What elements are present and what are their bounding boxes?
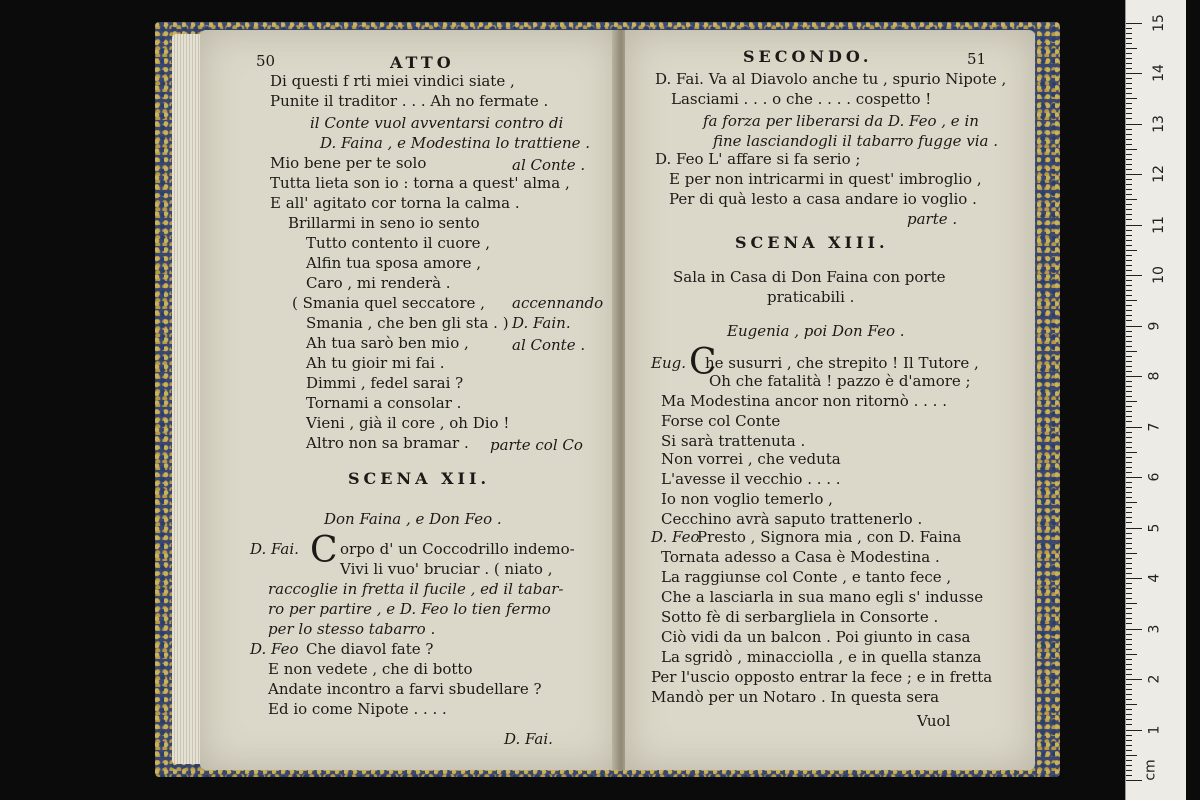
verse-line: D. Fai. Va al Diavolo anche tu , spurio Nipote , [655, 70, 1007, 88]
ruler-tick [1126, 93, 1132, 94]
ruler-number: 15 [1150, 13, 1167, 32]
ruler-tick [1126, 240, 1132, 241]
ruler-tick [1126, 38, 1132, 39]
ruler-number: 4 [1146, 573, 1163, 583]
ruler-number: 5 [1146, 523, 1163, 532]
stage-direction: parte col Co [490, 436, 583, 454]
ruler-tick [1126, 522, 1132, 523]
verse-line: fine lasciandogli il tabarro fugge via . [713, 132, 998, 150]
ruler-tick [1126, 644, 1132, 645]
ruler-tick [1126, 719, 1132, 720]
drop-cap: C [689, 342, 717, 383]
ruler-number: 10 [1150, 266, 1167, 284]
ruler-tick [1126, 447, 1132, 448]
ruler-tick [1126, 361, 1132, 362]
ruler-tick [1126, 472, 1132, 473]
ruler-tick [1126, 679, 1142, 680]
ruler-number: 14 [1150, 64, 1167, 82]
verse-line: E per non intricarmi in quest' imbroglio , [669, 170, 982, 188]
ruler-tick [1126, 58, 1132, 59]
ruler-tick [1126, 659, 1132, 660]
ruler-tick [1126, 250, 1137, 251]
dialogue-line: Ciò vidi da un balcon . Poi giunto in casa [661, 628, 971, 646]
dialogue-line: Ma Modestina ancor non ritornò . . . . [661, 392, 947, 410]
ruler-tick [1126, 618, 1132, 619]
ruler-tick [1126, 598, 1132, 599]
ruler-tick [1126, 305, 1132, 306]
ruler-tick [1126, 573, 1132, 574]
verse-line: D. Faina , e Modestina lo trattiene . [320, 134, 591, 152]
ruler-tick [1126, 23, 1142, 24]
ruler-number: 3 [1146, 624, 1163, 633]
dialogue-line: Tornata adesso a Casa è Modestina . [661, 548, 940, 566]
ruler-tick [1126, 457, 1132, 458]
ruler-tick [1126, 593, 1132, 594]
ruler-tick [1126, 53, 1132, 54]
ruler-tick [1126, 134, 1132, 135]
ruler-tick [1126, 260, 1132, 261]
left-page [200, 30, 618, 770]
ruler-tick [1126, 225, 1142, 226]
verse-line: parte . [907, 210, 958, 228]
dialogue-line: Mandò per un Notaro . In questa sera [651, 688, 940, 706]
dialogue-line: Che diavol fate ? [306, 640, 434, 658]
ruler-tick [1126, 63, 1132, 64]
dialogue-line: La sgridò , minacciolla , e in quella stanza [661, 648, 982, 666]
ruler-tick [1126, 386, 1132, 387]
ruler-tick [1126, 209, 1132, 210]
ruler-tick [1126, 98, 1137, 99]
ruler-tick [1126, 482, 1132, 483]
ruler-tick [1126, 154, 1132, 155]
ruler-tick [1126, 608, 1132, 609]
ruler-tick [1126, 235, 1132, 236]
ruler-tick [1126, 442, 1132, 443]
ruler-tick [1126, 613, 1132, 614]
ruler-tick [1126, 603, 1137, 604]
ruler-tick [1126, 669, 1132, 670]
ruler-tick [1126, 164, 1132, 165]
scene-characters: Don Faina , e Don Feo . [324, 510, 502, 528]
ruler-tick [1126, 760, 1132, 761]
ruler-tick [1126, 437, 1132, 438]
dialogue-line: Sotto fè di serbargliela in Consorte . [661, 608, 939, 626]
ruler-tick [1126, 553, 1137, 554]
ruler-tick [1126, 189, 1132, 190]
ruler-number: 8 [1146, 371, 1163, 381]
dialogue-line: per lo stesso tabarro . [268, 620, 436, 638]
ruler-tick [1126, 558, 1132, 559]
verse-line: Mio bene per te solo [270, 154, 427, 172]
catchword: Vuol [917, 712, 951, 730]
ruler-tick [1126, 684, 1132, 685]
verse-line: Alfin tua sposa amore , [306, 254, 481, 272]
speaker-label: D. Feo [250, 640, 299, 658]
ruler-tick [1126, 214, 1132, 215]
verse-line: Lasciami . . . o che . . . . cospetto ! [671, 90, 932, 108]
dialogue-line: raccoglie in fretta il fucile , ed il tabar- [268, 580, 564, 598]
ruler-tick [1126, 401, 1137, 402]
ruler-tick [1126, 411, 1132, 412]
ruler-tick [1126, 583, 1132, 584]
verse-line: Vieni , già il core , oh Dio ! [306, 414, 510, 432]
page-number: 51 [967, 50, 987, 68]
ruler-tick [1126, 543, 1132, 544]
verse-line: Tutta lieta son io : torna a quest' alma , [270, 174, 570, 192]
ruler-tick [1126, 73, 1142, 74]
speaker-label: Eug. [651, 354, 686, 372]
ruler-tick [1126, 346, 1132, 347]
ruler-tick [1126, 533, 1132, 534]
ruler-tick [1126, 169, 1132, 170]
ruler-unit-label: cm [1142, 759, 1159, 781]
ruler-number: 12 [1150, 165, 1167, 183]
ruler-tick [1126, 704, 1137, 705]
ruler-tick [1126, 724, 1132, 725]
ruler-tick [1126, 88, 1132, 89]
ruler-tick [1126, 568, 1132, 569]
ruler-tick [1126, 129, 1132, 130]
ruler-tick [1126, 750, 1132, 751]
dialogue-line: Non vorrei , che veduta [661, 450, 841, 468]
ruler-tick [1126, 315, 1132, 316]
verse-line: Per di quà lesto a casa andare io voglio . [669, 190, 977, 208]
ruler-tick [1126, 462, 1132, 463]
ruler-tick [1126, 538, 1132, 539]
ruler-tick [1126, 310, 1132, 311]
scene-setting: Sala in Casa di Don Faina con porte [673, 268, 946, 286]
ruler-tick [1126, 275, 1142, 276]
ruler-tick [1126, 108, 1132, 109]
measurement-ruler [1125, 0, 1186, 800]
dialogue-line: Che a lasciarla in sua mano egli s' indusse [661, 588, 984, 606]
ruler-tick [1126, 204, 1132, 205]
right-page-content [625, 30, 1035, 770]
ruler-tick [1126, 118, 1132, 119]
ruler-tick [1126, 502, 1137, 503]
ruler-tick [1126, 391, 1132, 392]
ruler-tick [1126, 245, 1132, 246]
ruler-tick [1126, 184, 1132, 185]
ruler-tick [1126, 432, 1132, 433]
verse-line: Brillarmi in seno io sento [288, 214, 480, 232]
ruler-tick [1126, 427, 1142, 428]
ruler-tick [1126, 336, 1132, 337]
ruler-tick [1126, 770, 1132, 771]
ruler-tick [1126, 477, 1142, 478]
ruler-tick [1126, 174, 1142, 175]
ruler-tick [1126, 623, 1132, 624]
ruler-tick [1126, 230, 1132, 231]
ruler-tick [1126, 113, 1132, 114]
verse-line: Ah tu gioir mi fai . [306, 354, 445, 372]
verse-line: Ah tua sarò ben mio , [306, 334, 469, 352]
ruler-tick [1126, 629, 1142, 630]
left-page-content [200, 30, 618, 770]
dialogue-line: orpo d' un Coccodrillo indemo- [340, 540, 575, 558]
ruler-tick [1126, 740, 1132, 741]
ruler-number: 9 [1146, 321, 1163, 330]
right-page [625, 30, 1035, 770]
ruler-tick [1126, 694, 1132, 695]
ruler-tick [1126, 714, 1132, 715]
ruler-tick [1126, 376, 1142, 377]
ruler-tick [1126, 270, 1132, 271]
scene-title: SCENA XII. [348, 469, 491, 488]
ruler-tick [1126, 341, 1132, 342]
ruler-tick [1126, 351, 1137, 352]
ruler-tick [1126, 255, 1132, 256]
ruler-tick [1126, 356, 1132, 357]
ruler-tick [1126, 548, 1132, 549]
ruler-number: 6 [1146, 472, 1163, 482]
page-edges [172, 34, 202, 764]
ruler-tick [1126, 416, 1132, 417]
ruler-tick [1126, 295, 1132, 296]
ruler-tick [1126, 512, 1132, 513]
scene-setting: praticabili . [767, 288, 855, 306]
drop-cap: C [310, 530, 338, 571]
ruler-number: 13 [1150, 114, 1167, 133]
ruler-tick [1126, 730, 1142, 731]
dialogue-line: Vivi li vuo' bruciar . ( niato , [340, 560, 553, 578]
ruler-tick [1126, 517, 1132, 518]
verse-line: D. Feo L' affare si fa serio ; [655, 150, 861, 168]
ruler-tick [1126, 159, 1132, 160]
verse-line: ( Smania quel seccatore , [292, 294, 485, 312]
ruler-tick [1126, 320, 1132, 321]
ruler-tick [1126, 780, 1142, 781]
ruler-number: 7 [1146, 422, 1163, 431]
ruler-tick [1126, 265, 1132, 266]
ruler-tick [1126, 285, 1132, 286]
dialogue-line: Cecchino avrà saputo trattenerlo . [661, 510, 923, 528]
verse-line: Tutto contento il cuore , [306, 234, 491, 252]
ruler-tick [1126, 775, 1132, 776]
stage-direction: D. Fain. [512, 314, 571, 332]
dialogue-line: Oh che fatalità ! pazzo è d'amore ; [709, 372, 971, 390]
dialogue-line: Per l'uscio opposto entrar la fece ; e in fretta [651, 668, 993, 686]
dialogue-line: Presto , Signora mia , con D. Faina [697, 528, 962, 546]
page-number: 50 [256, 52, 276, 70]
ruler-tick [1126, 406, 1132, 407]
verse-line: Punite il traditor . . . Ah no fermate . [270, 92, 549, 110]
ruler-tick [1126, 326, 1142, 327]
verse-line: Tornami a consolar . [306, 394, 462, 412]
dialogue-line: Io non voglio temerlo , [661, 490, 833, 508]
stage-direction: accennando [512, 294, 604, 312]
ruler-tick [1126, 588, 1132, 589]
speaker-label: D. Feo [651, 528, 700, 546]
ruler-tick [1126, 396, 1132, 397]
dialogue-line: Ed io come Nipote . . . . [268, 700, 447, 718]
dialogue-line: Andate incontro a farvi sbudellare ? [268, 680, 542, 698]
dialogue-line: E non vedete , che di botto [268, 660, 473, 678]
dialogue-line: La raggiunse col Conte , e tanto fece , [661, 568, 952, 586]
ruler-tick [1126, 144, 1132, 145]
ruler-tick [1126, 745, 1132, 746]
ruler-tick [1126, 78, 1132, 79]
dialogue-line: Si sarà trattenuta . [661, 432, 806, 450]
ruler-tick [1126, 689, 1132, 690]
ruler-tick [1126, 381, 1132, 382]
ruler-tick [1126, 674, 1132, 675]
ruler-tick [1126, 639, 1132, 640]
ruler-number: 2 [1146, 674, 1163, 684]
verse-line: E all' agitato cor torna la calma . [270, 194, 520, 212]
scene-characters: Eugenia , poi Don Feo . [727, 322, 905, 340]
ruler-tick [1126, 492, 1132, 493]
ruler-tick [1126, 290, 1132, 291]
verse-line: Dimmi , fedel sarai ? [306, 374, 464, 392]
ruler-tick [1126, 563, 1132, 564]
ruler-tick [1126, 497, 1132, 498]
running-head: ATTO [390, 53, 455, 72]
dialogue-line: he susurri , che strepito ! Il Tutore , [705, 354, 979, 372]
ruler-tick [1126, 634, 1132, 635]
scene-title: SCENA XIII. [735, 233, 889, 252]
ruler-tick [1126, 103, 1132, 104]
ruler-tick [1126, 124, 1142, 125]
ruler-tick [1126, 179, 1132, 180]
ruler-tick [1126, 219, 1132, 220]
ruler-tick [1126, 699, 1132, 700]
ruler-tick [1126, 654, 1137, 655]
ruler-tick [1126, 366, 1132, 367]
ruler-tick [1126, 735, 1132, 736]
speaker-label: D. Fai. [250, 540, 299, 558]
ruler-tick [1126, 664, 1132, 665]
ruler-tick [1126, 194, 1132, 195]
ruler-tick [1126, 199, 1137, 200]
ruler-tick [1126, 300, 1137, 301]
ruler-tick [1126, 280, 1132, 281]
ruler-tick [1126, 33, 1132, 34]
ruler-tick [1126, 765, 1132, 766]
catchword: D. Fai. [504, 730, 553, 748]
ruler-tick [1126, 28, 1132, 29]
ruler-tick [1126, 507, 1132, 508]
ruler-tick [1126, 487, 1132, 488]
ruler-tick [1126, 371, 1132, 372]
verse-line: fa forza per liberarsi da D. Feo , e in [703, 112, 979, 130]
dialogue-line: Forse col Conte [661, 412, 781, 430]
ruler-tick [1126, 578, 1142, 579]
ruler-tick [1126, 68, 1132, 69]
ruler-tick [1126, 649, 1132, 650]
ruler-tick [1126, 48, 1137, 49]
ruler-number: 11 [1150, 215, 1167, 234]
ruler-tick [1126, 421, 1132, 422]
ruler-tick [1126, 467, 1132, 468]
verse-line: il Conte vuol avventarsi contro di [310, 114, 564, 132]
ruler-tick [1126, 139, 1132, 140]
verse-line: Caro , mi renderà . [306, 274, 451, 292]
dialogue-line: ro per partire , e D. Feo lo tien fermo [268, 600, 551, 618]
ruler-number: 1 [1146, 725, 1163, 734]
verse-line: Di questi f rti miei vindici siate , [270, 72, 515, 90]
ruler-tick [1126, 43, 1132, 44]
ruler-tick [1126, 149, 1137, 150]
ruler-tick [1126, 755, 1137, 756]
dialogue-line: L'avesse il vecchio . . . . [661, 470, 841, 488]
ruler-tick [1126, 83, 1132, 84]
ruler-tick [1126, 528, 1142, 529]
ruler-tick [1126, 452, 1137, 453]
running-head: SECONDO. [743, 47, 873, 66]
verse-line: Smania , che ben gli sta . ) [306, 314, 509, 332]
stage-direction: al Conte . [512, 336, 586, 354]
stage-direction: al Conte . [512, 156, 586, 174]
verse-line: Altro non sa bramar . [306, 434, 469, 452]
ruler-tick [1126, 709, 1132, 710]
ruler-tick [1126, 331, 1132, 332]
